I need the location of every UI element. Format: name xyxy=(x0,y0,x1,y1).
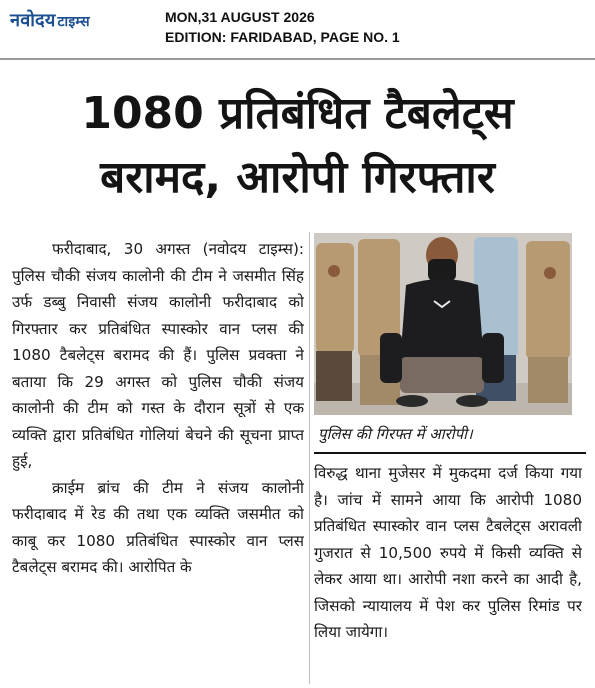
article-paragraph-3: विरुद्ध थाना मुजेसर में मुकदमा दर्ज किया गया है। जांच में सामने आया कि आरोपी 1080 प्रतिबंधित स्पास्कोर वान प्लस टैबलेट्स अरावली गुजरात से 10,500 रुपये में किसी व्यक्ति से लेकर आया था। आरोपी नशा करने का आदी है, जिसको न्यायालय में पेश कर पुलिस रिमांड पर लिया जायेगा। xyxy=(314,464,582,641)
logo-main-text: नवोदय xyxy=(10,10,56,31)
edition-date: MON,31 AUGUST 2026 xyxy=(165,9,315,25)
headline-line-2: बरामद, आरोपी गिरफ्तार xyxy=(100,152,495,203)
article-paragraph-1: फरीदाबाद, 30 अगस्त (नवोदय टाइम्स): पुलिस चौकी संजय कालोनी की टीम ने जसमीत सिंह उर्फ डब्बु निवासी संजय कालोनी फरीदाबाद को गिरफ्तार कर प्रतिबंधित स्पास्कोर वान प्लस की 1080 टैबलेट्स बरामद की हैं। पुलिस प्रवक्ता ने बताया कि 29 अगस्त को पुलिस चौकी संजय कालोनी की टीम को गस्त के दौरान सूत्रों से एक व्यक्ति द्वारा प्रतिबंधित गोलियां बेचने की सूचना प्राप्त हुई, xyxy=(12,240,304,470)
edition-page: EDITION: FARIDABAD, PAGE NO. 1 xyxy=(165,29,400,45)
headline xyxy=(0,82,595,210)
photo-caption: पुलिस की गिरफ्त में आरोपी। xyxy=(318,425,473,443)
masthead xyxy=(0,0,595,58)
article-column-right xyxy=(314,460,582,684)
arrest-photo-illustration xyxy=(314,233,572,415)
logo-sub-text: टाइम्स xyxy=(57,14,90,30)
headline-line-1: 1080 प्रतिबंधित टैबलेट्स xyxy=(81,88,514,139)
header-divider xyxy=(0,58,595,60)
edition-info xyxy=(165,7,400,47)
news-photo xyxy=(314,233,572,415)
article-paragraph-2: क्राईम ब्रांच की टीम ने संजय कालोनी फरीदाबाद में रेड की तथा एक व्यक्ति जसमीत को काबू कर 1080 प्रतिबंधित स्पास्कोर वान प्लस टैबलेट्स बरामद की। आरोपित के xyxy=(12,478,304,576)
column-divider xyxy=(309,232,310,684)
article-column-left xyxy=(12,236,304,682)
caption-divider xyxy=(314,452,586,454)
newspaper-logo xyxy=(10,8,90,32)
